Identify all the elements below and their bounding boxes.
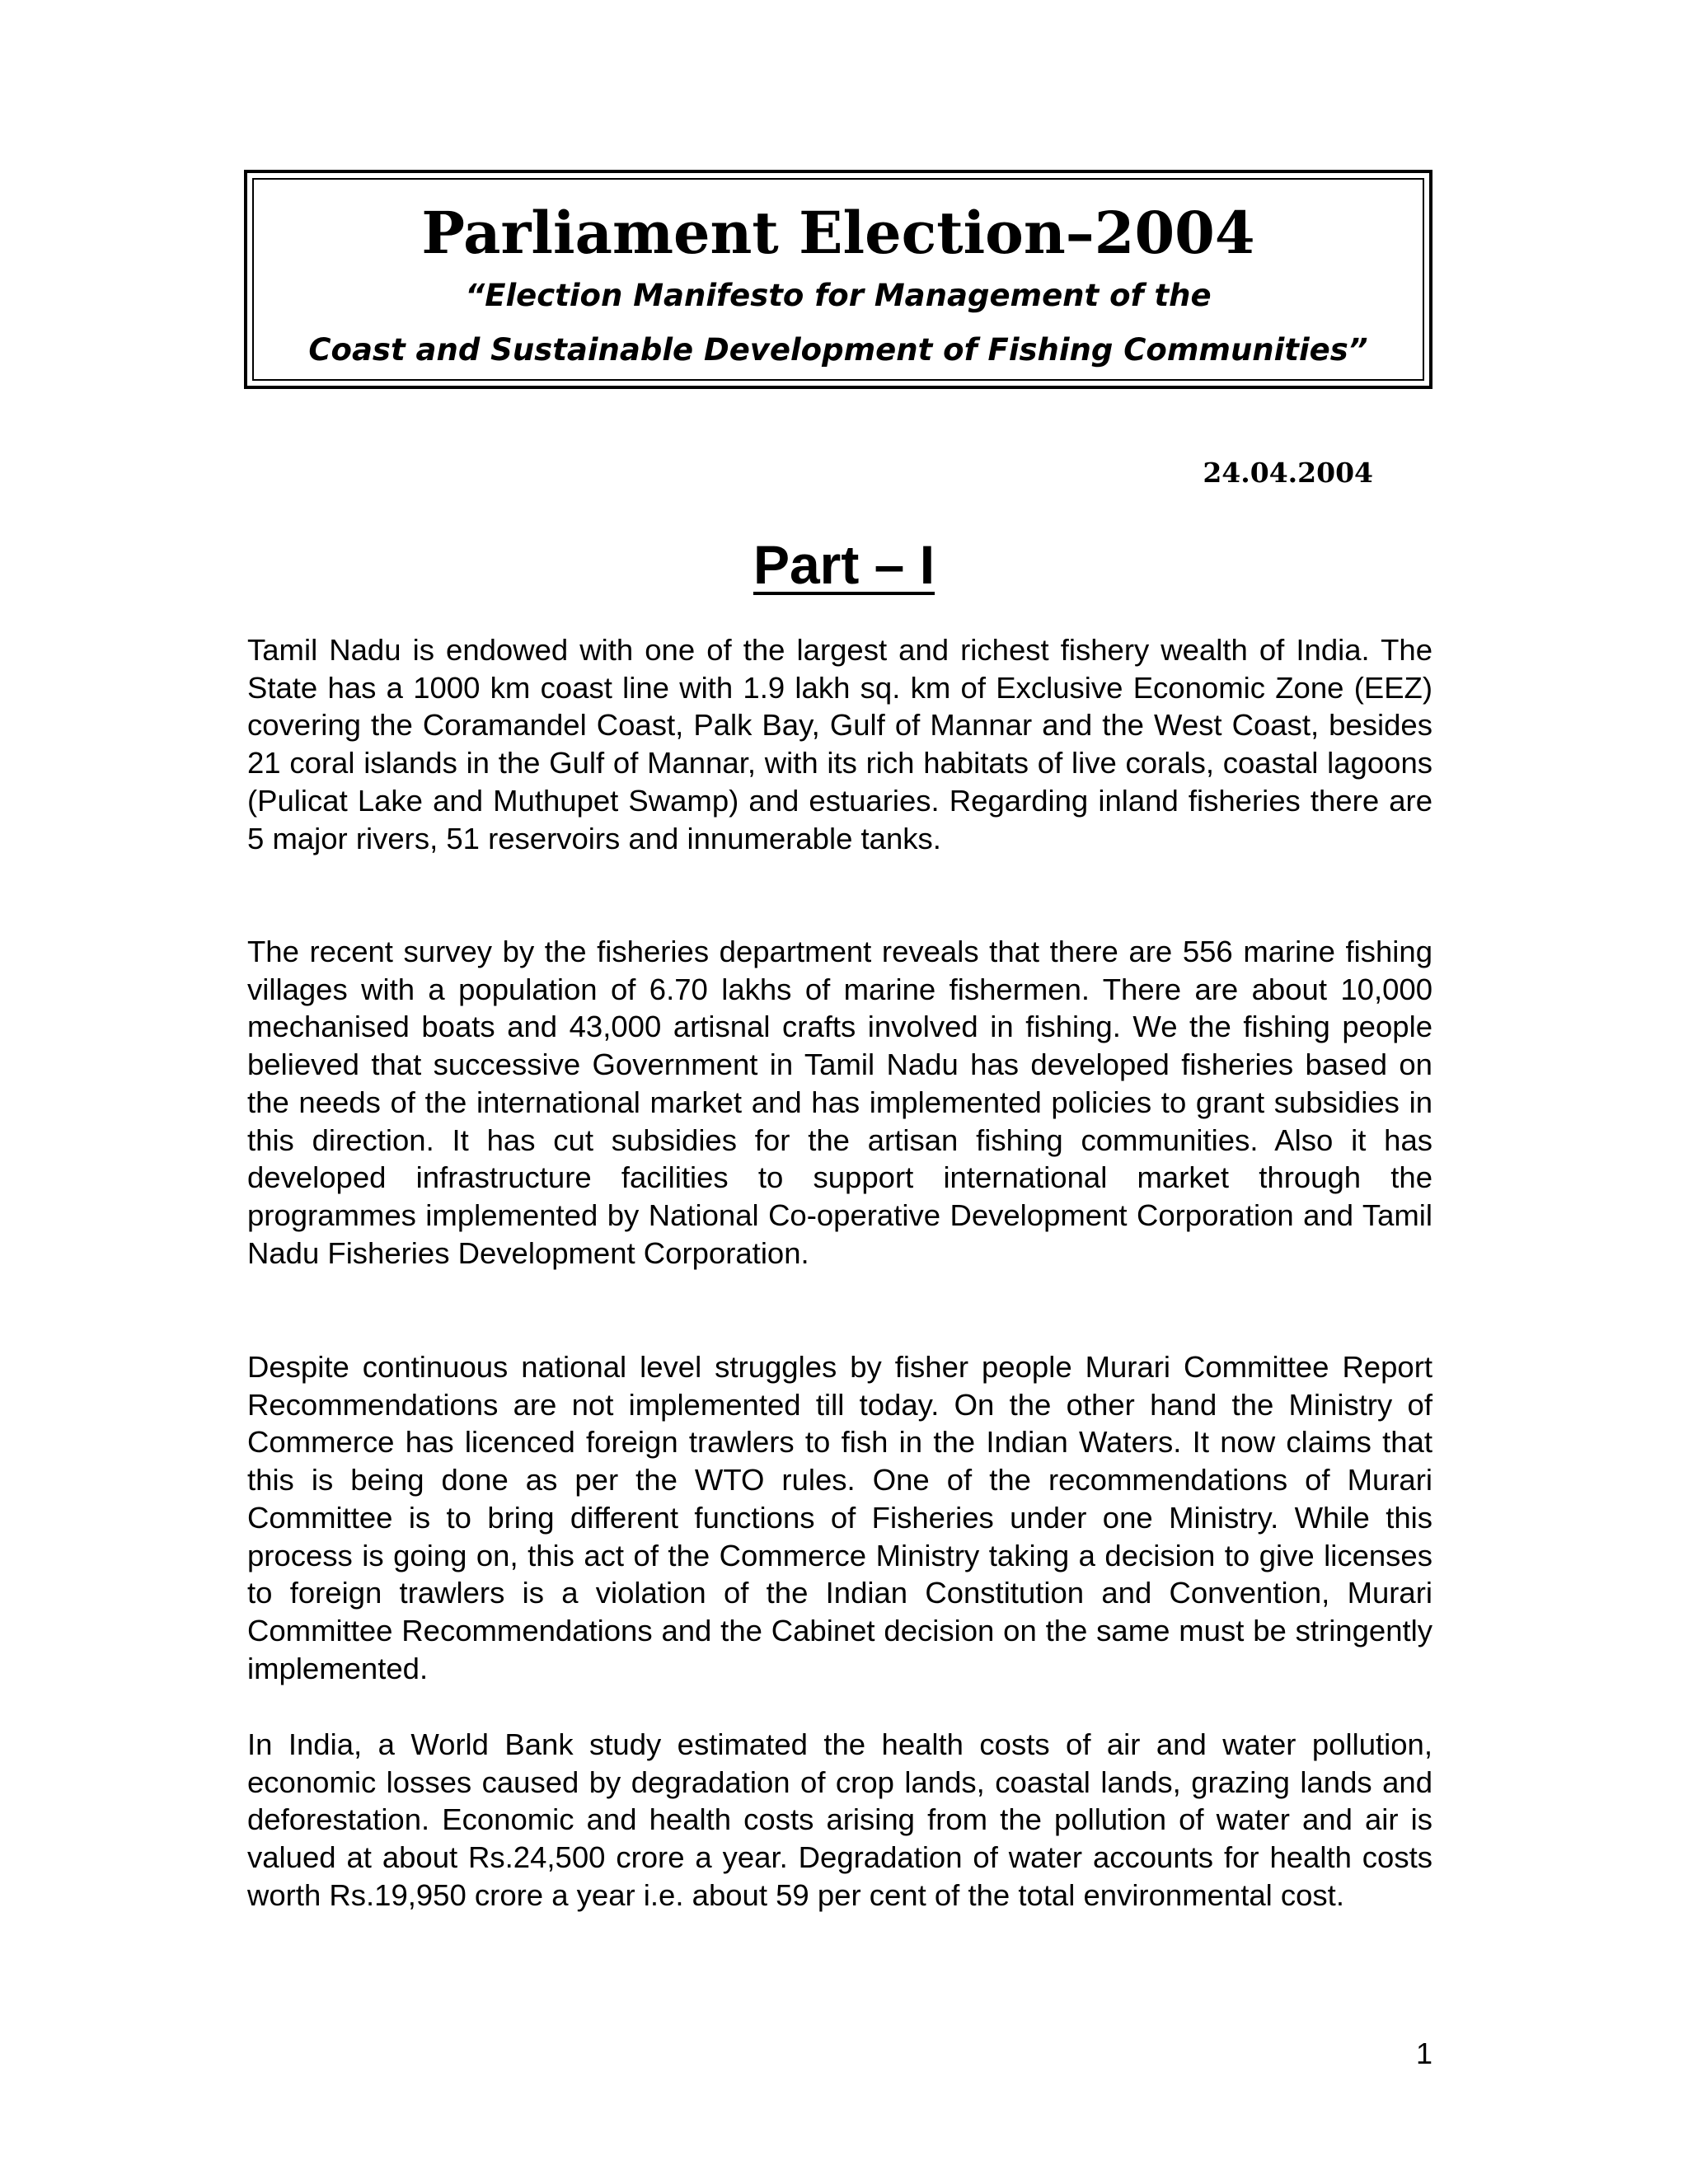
- paragraph-1: Tamil Nadu is endowed with one of the largest and richest fishery wealth of India. The State has a 1000 km coast line with 1.9 lakh sq. km of Exclusive Economic Zone (EEZ) covering the Coramandel Coast, Palk Bay, Gulf of Mannar and the West Coast, besides 21 coral islands in the Gulf of Mannar, with its rich habitats of live corals, coastal lagoons (Pulicat Lake and Muthupet Swamp) and estuaries. Regarding inland fisheries there are 5 major rivers, 51 reservoirs and innumerable tanks.: [247, 633, 1432, 855]
- title-box: [244, 170, 1432, 389]
- paragraph-4: In India, a World Bank study estimated the health costs of air and water pollution, economic losses caused by degradation of crop lands, coastal lands, grazing lands and deforestation. Economic and health costs arising from the pollution of water and air is valued at about Rs.24,500 crore a year. Degradation of water accounts for health costs worth Rs.19,950 crore a year i.e. about 59 per cent of the total environmental cost.: [247, 1727, 1432, 1912]
- document-date: 24.04.2004: [1203, 457, 1373, 489]
- subtitle-line-1: “Election Manifesto for Management of the: [465, 278, 1212, 313]
- subtitle-line-2: Coast and Sustainable Development of Fishing Communities”: [308, 332, 1368, 368]
- document-subtitle: [254, 269, 1423, 377]
- document-title: Parliament Election–2004: [421, 199, 1255, 267]
- paragraph-2: The recent survey by the fisheries department reveals that there are 556 marine fishing villages with a population of 6.70 lakhs of marine fishermen. There are about 10,000 mechanised boats and 43,000 artisnal crafts involved in fishing. We the fishing people believed that successive Government in Tamil Nadu has developed fisheries based on the needs of the international market and has implemented policies to grant subsidies in this direction. It has cut subsidies for the artisan fishing communities. Also it has developed infrastructure facilities to support international market through the programmes implemented by National Co-operative Development Corporation and Tamil Nadu Fisheries Development Corporation.: [247, 935, 1432, 1270]
- page-number: 1: [1415, 2036, 1432, 2070]
- title-box-inner-border: [252, 178, 1424, 381]
- part-heading: [0, 532, 1688, 598]
- paragraph-3: Despite continuous national level struggles by fisher people Murari Committee Report Recommendations are not implemented till today. On the other hand the Ministry of Commerce has licenced foreign trawlers to fish in the Indian Waters. It now claims that this is being done as per the WTO rules. One of the recommendations of Murari Committee is to bring different functions of Fisheries under one Ministry. While this process is going on, this act of the Commerce Ministry taking a decision to give licenses to foreign trawlers is a violation of the Indian Constitution and Convention, Murari Committee Recommendations and the Cabinet decision on the same must be stringently implemented.: [247, 1350, 1432, 1685]
- part-heading-text: Part – I: [753, 534, 935, 595]
